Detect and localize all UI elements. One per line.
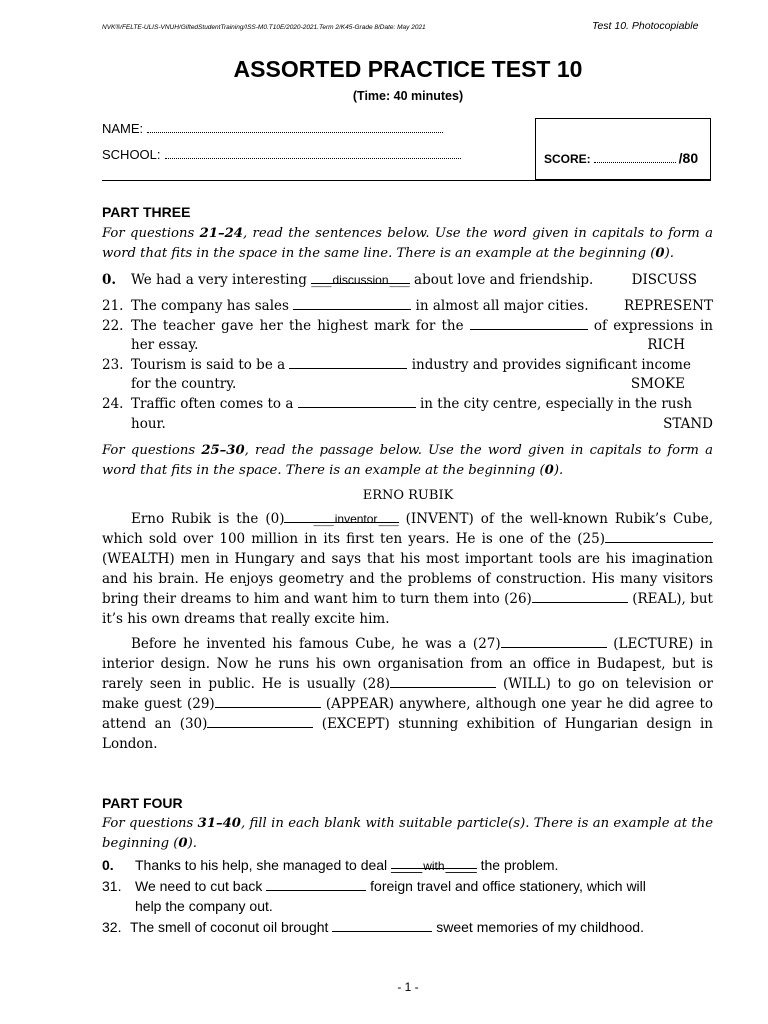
answer-blank[interactable] xyxy=(470,316,588,330)
score-dotted-line xyxy=(594,153,676,163)
cue-word: STAND xyxy=(663,416,713,432)
score-field[interactable] xyxy=(544,150,698,166)
question-text: foreign travel and office stationery, which will xyxy=(366,878,646,894)
instr-text: , fill in each blank with suitable particle(s). There is an example at the beginning ( xyxy=(102,816,713,851)
school-dotted-line xyxy=(165,148,461,159)
question-text: the problem. xyxy=(476,857,559,873)
question-text: in almost all major cities. xyxy=(411,298,589,314)
question-text: The teacher gave her the highest mark for the xyxy=(131,318,470,334)
part-three-instructions-2 xyxy=(102,441,713,481)
cue-word: DISCUSS xyxy=(631,272,697,288)
answer-blank[interactable] xyxy=(293,296,411,310)
answer-blank[interactable] xyxy=(332,918,432,932)
cue-word: REPRESENT xyxy=(623,298,713,314)
question-text: industry and provides significant income xyxy=(407,357,691,373)
passage-paragraph-2 xyxy=(102,634,713,754)
instr-range: 31–40 xyxy=(197,816,241,831)
question-number: 31. xyxy=(102,878,122,894)
question-text: help the company out. xyxy=(135,898,273,914)
instr-text: , read the sentences below. Use the word given in capitals to form a word that fits in the space in the same line. There is an example at the beginning ( xyxy=(102,226,714,261)
question-text: of expressions in xyxy=(587,318,713,334)
question-number: 23. xyxy=(102,357,124,373)
question-text: Tourism is said to be a xyxy=(131,357,290,373)
instr-range: 25–30 xyxy=(201,443,245,458)
question-text: We need to cut back xyxy=(135,878,267,894)
name-field[interactable] xyxy=(102,121,443,136)
cue-word: RICH xyxy=(647,337,685,353)
header-meta: NVK®/FELTE-ULIS-VNUH/GiftedStudentTraining/ISS-M0.T10E/2020-2021.Term 2/K45-Grade 8/Date: May 2021 xyxy=(102,24,426,31)
passage-text: Erno Rubik is the (0) xyxy=(131,511,285,527)
school-field[interactable] xyxy=(102,147,461,162)
answer-blank[interactable]: ___inventor___ xyxy=(284,509,398,523)
page-subtitle: (Time: 40 minutes) xyxy=(352,89,464,103)
instr-text: For questions xyxy=(102,226,200,241)
passage-text: (WILL) to go on television or make guest (29) xyxy=(102,676,713,712)
answer-blank[interactable] xyxy=(289,355,407,369)
part-three-instructions-1 xyxy=(102,224,713,264)
instr-text: For questions xyxy=(102,443,202,458)
passage-paragraph-1 xyxy=(102,509,713,629)
instr-example-ref: 0 xyxy=(544,463,554,478)
instr-text: ). xyxy=(553,463,564,478)
question-text: Thanks to his help, she managed to deal xyxy=(135,857,392,873)
score-box xyxy=(535,118,711,180)
answer-blank[interactable] xyxy=(298,394,416,408)
instr-text: For questions xyxy=(102,816,198,831)
part-three-heading: PART THREE xyxy=(102,204,191,220)
instr-range: 21–24 xyxy=(199,226,243,241)
instr-example-ref: 0 xyxy=(655,246,665,261)
passage-text: (APPEAR) anywhere, although one year he did agree to attend an (30) xyxy=(102,696,713,732)
question-number: 24. xyxy=(102,396,124,412)
part-four-heading: PART FOUR xyxy=(102,795,183,811)
question-number: 32. xyxy=(102,919,122,935)
answer-blank-27[interactable] xyxy=(501,634,607,648)
passage-text: (INVENT) of the well-known Rubik’s Cube, which sold over 100 million in its first ten years. He is one of the (25) xyxy=(102,511,713,547)
answer-blank-29[interactable] xyxy=(215,694,321,708)
question-number: 22. xyxy=(102,318,124,334)
answer-blank[interactable]: ____with____ xyxy=(391,857,477,873)
cue-word: SMOKE xyxy=(630,376,685,392)
question-text: hour. xyxy=(131,416,166,432)
question-text: her essay. xyxy=(131,337,199,353)
answer-blank-30[interactable] xyxy=(207,714,313,728)
example-answer: with xyxy=(423,859,445,873)
question-text: in the city centre, especially in the rush xyxy=(415,396,693,412)
passage-text: (LECTURE) in interior design. Now he runs his own organisation from an office in Budapest, but is rarely seen in public. He is usually (28) xyxy=(102,636,713,692)
answer-blank[interactable]: ___discussion___ xyxy=(311,272,410,288)
question-number: 0. xyxy=(102,857,114,873)
answer-blank-26[interactable] xyxy=(532,589,628,603)
question-text: Traffic often comes to a xyxy=(131,396,298,412)
instr-text: ). xyxy=(187,836,197,851)
passage-title: ERNO RUBIK xyxy=(362,488,454,503)
header-divider xyxy=(102,180,711,181)
question-number: 0. xyxy=(102,272,117,288)
answer-blank[interactable] xyxy=(266,877,366,891)
passage-text: (REAL), but it’s his own dreams that really excite him. xyxy=(102,591,713,627)
instr-text: , read the passage below. Use the word given in capitals to form a word that fits in the space. There is an example at the beginning ( xyxy=(102,443,714,478)
passage-text: (EXCEPT) stunning exhibition of Hungarian design in London. xyxy=(102,716,713,752)
answer-blank-28[interactable] xyxy=(390,674,496,688)
answer-blank-25[interactable] xyxy=(605,529,713,543)
example-answer: discussion xyxy=(332,273,389,287)
question-text: about love and friendship. xyxy=(409,272,594,288)
school-label: SCHOOL: xyxy=(102,147,161,162)
page-number: - 1 - xyxy=(397,980,419,994)
passage-text: (WEALTH) men in Hungary and says that his most important tools are his imagination and his brain. He enjoys geometry and the problems of construction. His many visitors bring their dreams to him and want him to turn them into (26) xyxy=(102,551,713,607)
score-label: SCORE: xyxy=(544,152,591,166)
part-four-instructions xyxy=(102,814,713,854)
passage-text: Before he invented his famous Cube, he was a (27) xyxy=(131,636,501,652)
instr-text: ). xyxy=(664,246,674,261)
question-text: We had a very interesting xyxy=(131,272,312,288)
question-number: 21. xyxy=(102,298,124,314)
instr-example-ref: 0 xyxy=(178,836,188,851)
name-label: NAME: xyxy=(102,121,144,136)
page-title: ASSORTED PRACTICE TEST 10 xyxy=(233,56,583,82)
question-text: sweet memories of my childhood. xyxy=(432,919,644,935)
name-dotted-line xyxy=(147,122,443,133)
question-text: The company has sales xyxy=(131,298,294,314)
score-total: /80 xyxy=(678,150,699,166)
question-text: for the country. xyxy=(131,376,237,392)
header-photocopiable: Test 10. Photocopiable xyxy=(592,20,699,32)
question-text: The smell of coconut oil brought xyxy=(130,919,333,935)
example-answer: inventor xyxy=(334,512,378,526)
